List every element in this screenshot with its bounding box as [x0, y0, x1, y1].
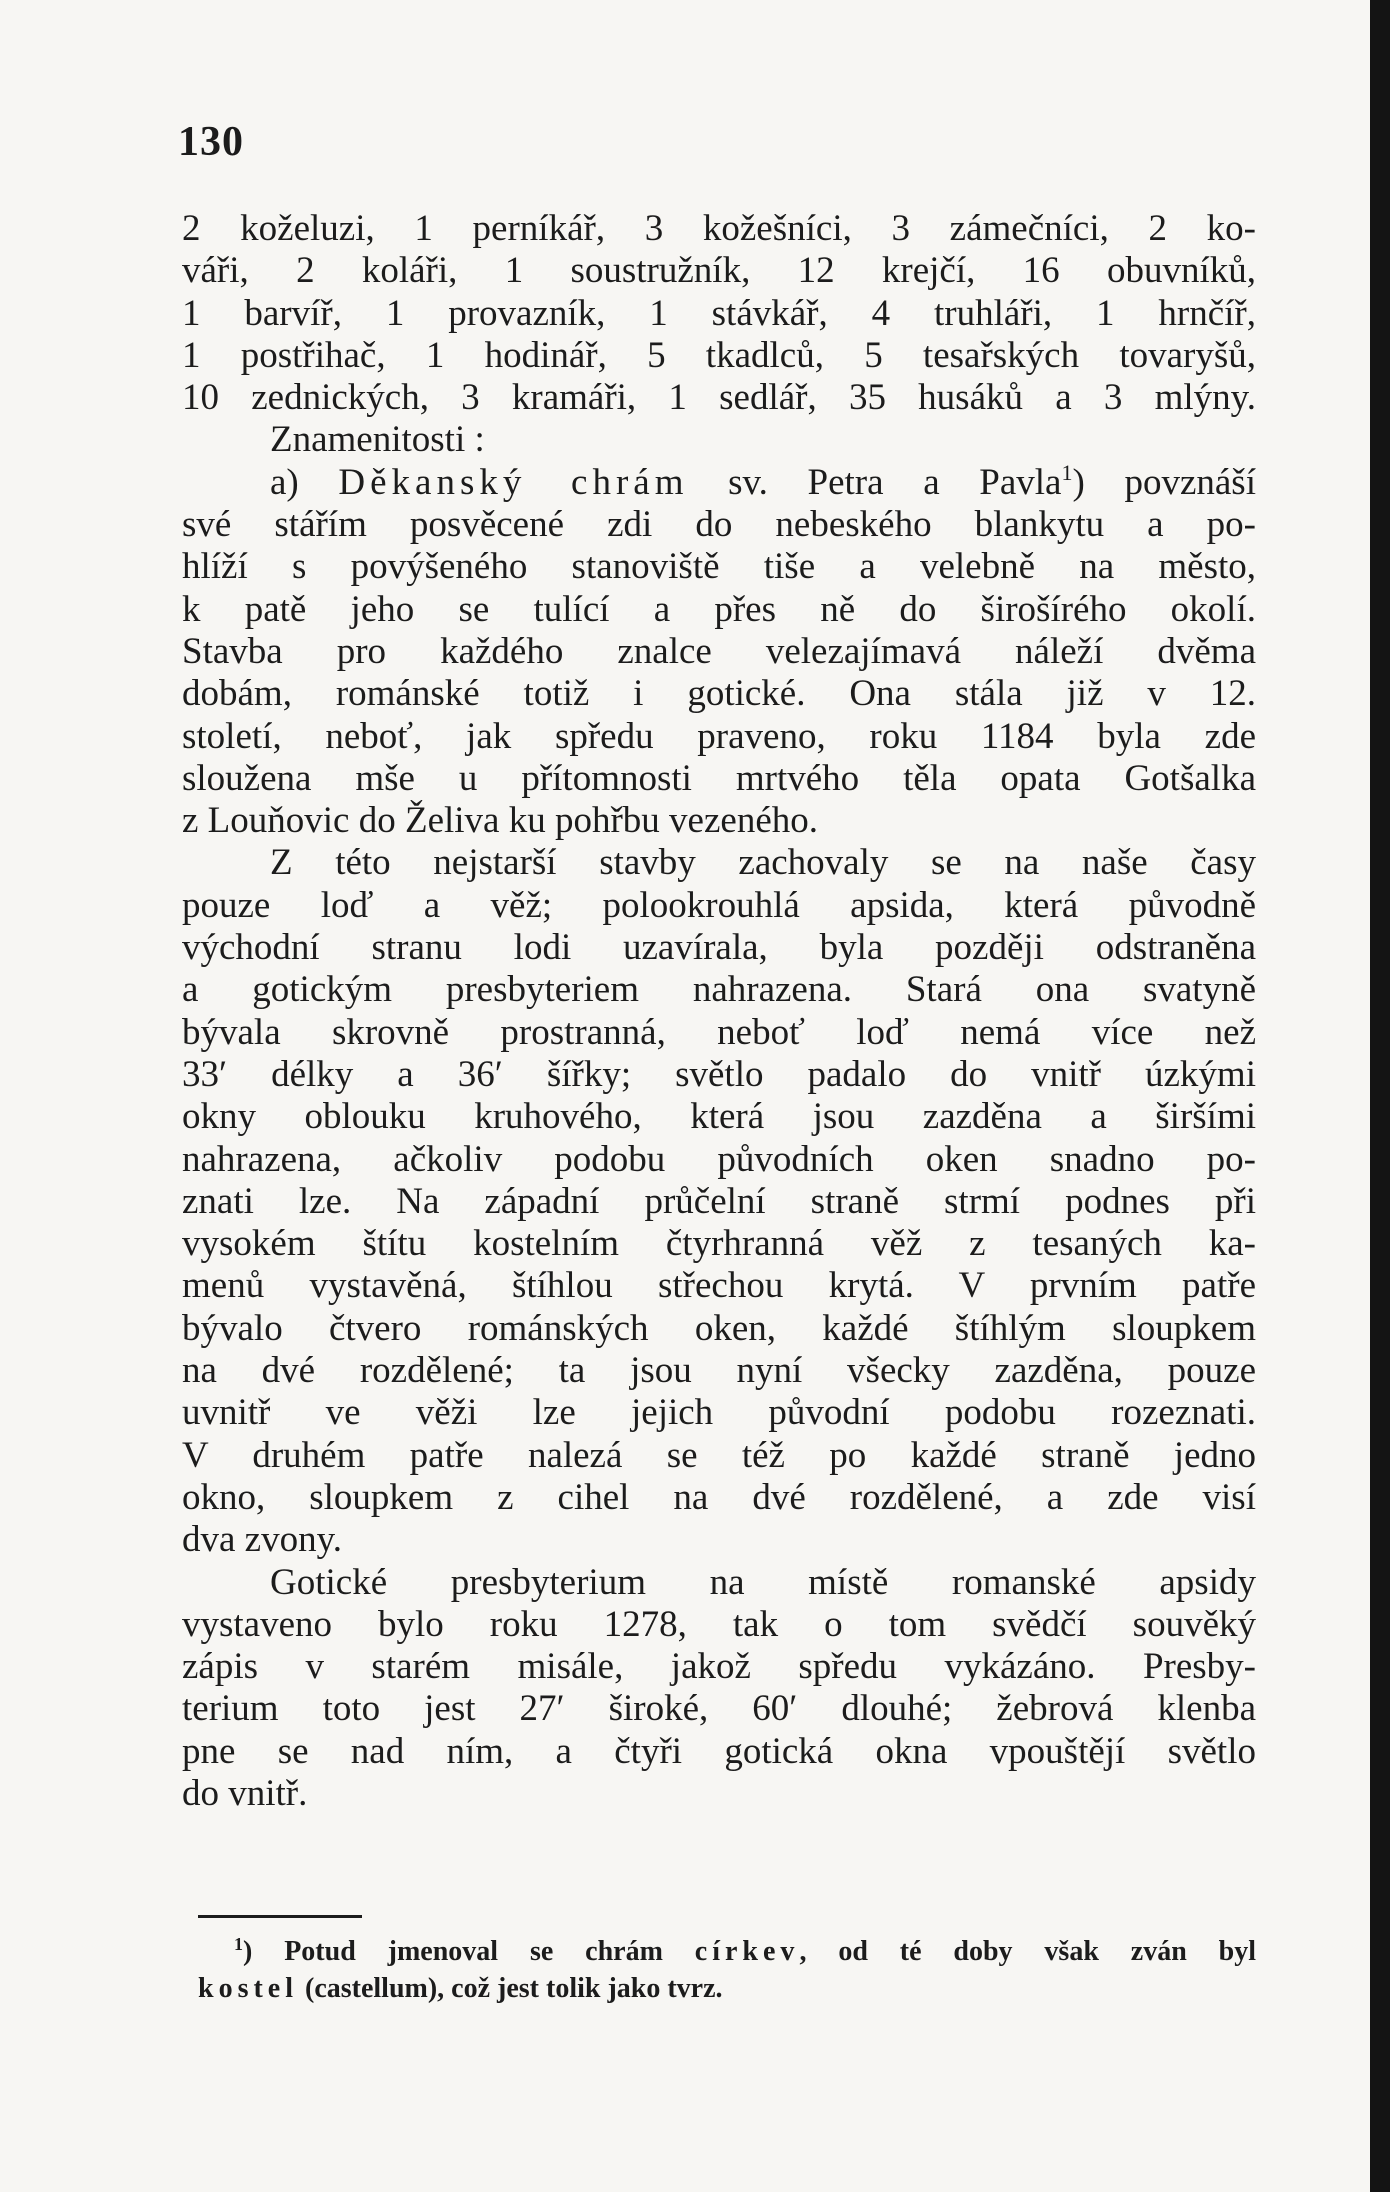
footnote-divider: [198, 1915, 362, 1918]
footnote-text: (castellum), což jest tolik jako tvrz.: [298, 1973, 723, 2004]
text-line: nahrazena, ačkoliv podobu původních oken snadno po-: [182, 1138, 1256, 1180]
footnote: [198, 1933, 1256, 2007]
text-line: terium toto jest 27′ široké, 60′ dlouhé; žebrová klenba: [182, 1688, 1256, 1730]
line-text: ) povznáší: [1072, 461, 1256, 503]
text-line: hlíží s povýšeného stanoviště tiše a velebně na město,: [182, 546, 1256, 588]
text-line: okny oblouku kruhového, která jsou zazděna a širšími: [182, 1096, 1256, 1138]
text-line: k patě jeho se tulící a přes ně do širošírého okolí.: [182, 588, 1256, 630]
text-line: V druhém patře nalezá se též po každé straně jedno: [182, 1434, 1256, 1476]
text-line: století, neboť, jak spředu praveno, roku 1184 byla zde: [182, 715, 1256, 757]
text-line: 33′ délky a 36′ šířky; světlo padalo do vnitř úzkými: [182, 1053, 1256, 1095]
text-line: bývalo čtvero románských oken, každé štíhlým sloupkem: [182, 1307, 1256, 1349]
text-line: menů vystavěná, štíhlou střechou krytá. V prvním patře: [182, 1265, 1256, 1307]
text-line: vysokém štítu kostelním čtyrhranná věž z tesaných ka-: [182, 1223, 1256, 1265]
text-line: bývala skrovně prostranná, neboť loď nemá více než: [182, 1011, 1256, 1053]
text-line: sloužena mše u přítomnosti mrtvého těla opata Gotšalka: [182, 757, 1256, 799]
text-line: váři, 2 koláři, 1 soustružník, 12 krejčí, 16 obuvníků,: [182, 250, 1256, 292]
line-text: sv. Petra a Pavla: [688, 461, 1062, 503]
text-line: 1 barvíř, 1 provazník, 1 stávkář, 4 truhláři, 1 hrnčíř,: [182, 292, 1256, 334]
section-heading: Znamenitosti :: [270, 419, 485, 461]
body-text: [182, 208, 1256, 1815]
text-line: Gotické presbyterium na místě romanské apsidy: [270, 1561, 1256, 1603]
page-number: 130: [178, 119, 244, 165]
text-line: zápis v starém misále, jakož spředu vykázáno. Presby-: [182, 1646, 1256, 1688]
text-line: východní stranu lodi uzavírala, byla později odstraněna: [182, 927, 1256, 969]
text-line: vystaveno bylo roku 1278, tak o tom svědčí souvěký: [182, 1603, 1256, 1645]
text-line: z Louňovic do Želiva ku pohřbu vezeného.: [182, 800, 818, 842]
text-line: okno, sloupkem z cihel na dvé rozdělené, a zde visí: [182, 1476, 1256, 1518]
text-line: 1 postřihač, 1 hodinář, 5 tkadlců, 5 tesařských tovaryšů,: [182, 334, 1256, 376]
text-line: Z této nejstarší stavby zachovaly se na naše časy: [270, 842, 1256, 884]
text-line: pne se nad ním, a čtyři gotická okna vpouštějí světlo: [182, 1730, 1256, 1772]
item-label: a): [270, 461, 339, 503]
text-line: své stářím posvěcené zdi do nebeského blankytu a po-: [182, 504, 1256, 546]
footnote-term: církev: [694, 1936, 800, 1967]
footnote-text: , od té doby však zván byl: [799, 1936, 1256, 1967]
footnote-line: [198, 1970, 1256, 2007]
text-line: znati lze. Na západní průčelní straně strmí podnes při: [182, 1180, 1256, 1222]
text-line: pouze loď a věž; polookrouhlá apsida, která původně: [182, 884, 1256, 926]
text-line: na dvé rozdělené; ta jsou nyní všecky zazděna, pouze: [182, 1350, 1256, 1392]
text-line: dva zvony.: [182, 1519, 342, 1561]
footnote-line: [234, 1933, 1256, 1970]
church-name: Děkanský chrám: [338, 461, 689, 503]
footnote-marker: 1: [234, 1934, 243, 1954]
text-line: do vnitř.: [182, 1772, 308, 1814]
text-line: dobám, románské totiž i gotické. Ona stála již v 12.: [182, 673, 1256, 715]
text-line: 10 zednických, 3 kramáři, 1 sedlář, 35 husáků a 3 mlýny.: [182, 377, 1256, 419]
footnote-term: kostel: [198, 1973, 298, 2004]
text-line: uvnitř ve věži lze jejich původní podobu rozeznati.: [182, 1392, 1256, 1434]
text-line: 2 koželuzi, 1 perníkář, 3 kožešníci, 3 zámečníci, 2 ko-: [182, 208, 1256, 249]
text-line: Stavba pro každého znalce velezajímavá náleží dvěma: [182, 630, 1256, 672]
text-line: a gotickým presbyteriem nahrazena. Stará ona svatyně: [182, 969, 1256, 1011]
text-line: [182, 459, 1256, 504]
footnote-text: ) Potud jmenoval se chrám: [243, 1936, 695, 1967]
footnote-marker: 1: [1061, 459, 1073, 485]
